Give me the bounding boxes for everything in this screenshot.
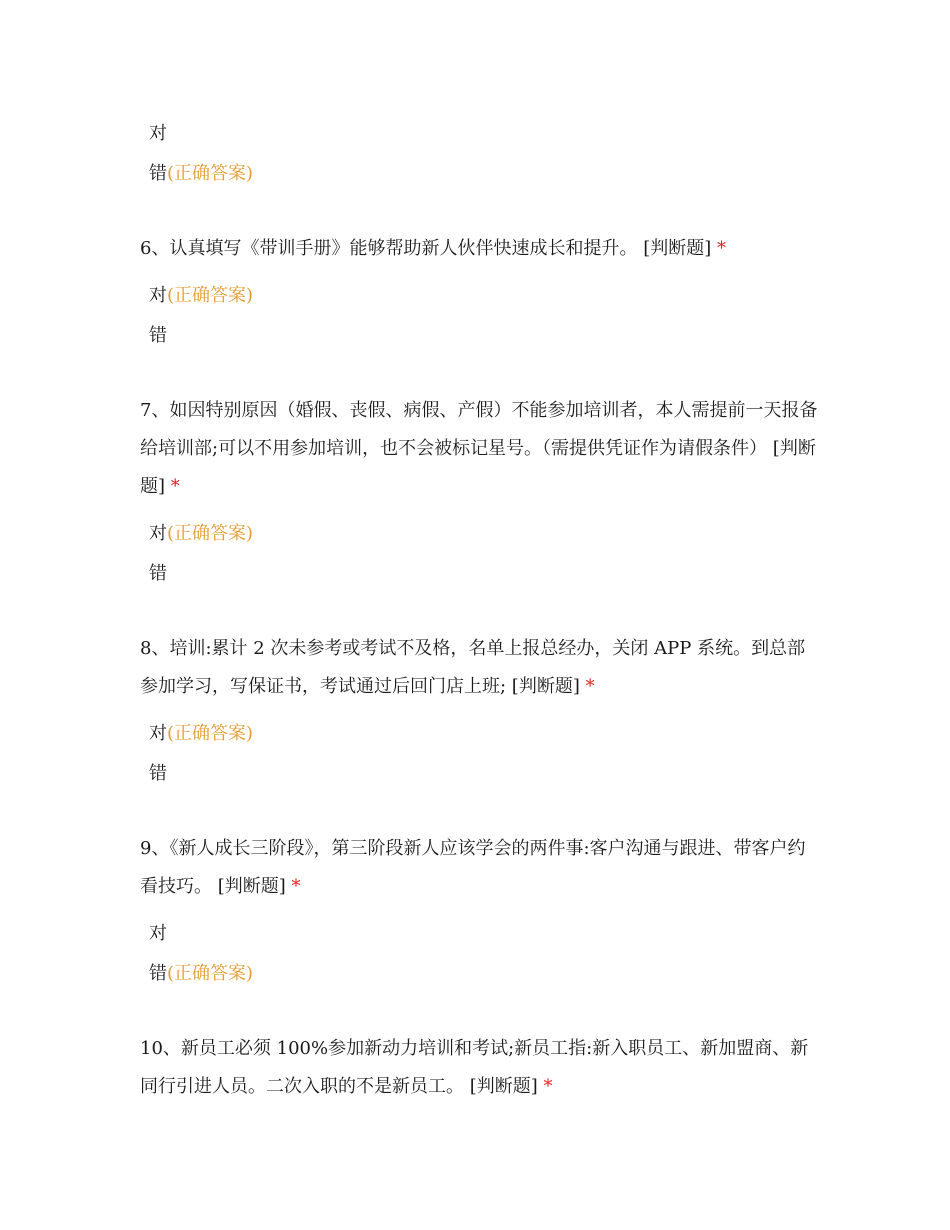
question-number: 7、 xyxy=(140,400,170,421)
option-label: 对 xyxy=(149,723,167,744)
question-8 xyxy=(140,630,820,706)
q9-option-false[interactable] xyxy=(149,961,253,987)
question-number: 6、 xyxy=(140,238,170,259)
required-mark: * xyxy=(543,1076,553,1097)
question-text: 培训:累计 2 次未参考或考试不及格，名单上报总经办，关闭 APP 系统。到总部参加学习，写保证书，考试通过后回门店上班; xyxy=(140,638,806,697)
required-mark: * xyxy=(585,676,595,697)
question-type: [判断题] xyxy=(511,676,580,697)
q7-option-true[interactable] xyxy=(149,521,253,547)
option-label: 错 xyxy=(149,325,167,346)
correct-answer-tag: (正确答案) xyxy=(167,963,254,984)
option-label: 对 xyxy=(149,523,167,544)
correct-answer-tag: (正确答案) xyxy=(167,285,254,306)
q5-option-true[interactable] xyxy=(149,121,167,147)
question-7 xyxy=(140,392,820,506)
q9-option-true[interactable] xyxy=(149,921,167,947)
question-text: 如因特别原因（婚假、丧假、病假、产假）不能参加培训者，本人需提前一天报备给培训部;可以不用参加培训，也不会被标记星号。（需提供凭证作为请假条件） xyxy=(140,400,818,459)
q8-option-true[interactable] xyxy=(149,721,253,747)
question-type: [判断题] xyxy=(217,876,286,897)
option-label: 对 xyxy=(149,123,167,144)
q7-option-false[interactable] xyxy=(149,561,167,587)
question-text: 新员工必须 100%参加新动力培训和考试;新员工指:新入职员工、新加盟商、新同行引进人员。二次入职的不是新员工。 xyxy=(140,1038,809,1097)
option-label: 对 xyxy=(149,923,167,944)
question-6 xyxy=(140,230,820,268)
q6-option-true[interactable] xyxy=(149,283,253,309)
correct-answer-tag: (正确答案) xyxy=(167,723,254,744)
option-label: 错 xyxy=(149,763,167,784)
required-mark: * xyxy=(291,876,301,897)
q6-option-false[interactable] xyxy=(149,323,167,349)
option-label: 错 xyxy=(149,163,167,184)
option-label: 错 xyxy=(149,963,167,984)
question-10 xyxy=(140,1030,820,1106)
question-number: 9、 xyxy=(140,838,170,859)
question-type: [判断题] xyxy=(643,238,712,259)
question-9 xyxy=(140,830,820,906)
correct-answer-tag: (正确答案) xyxy=(167,163,254,184)
correct-answer-tag: (正确答案) xyxy=(167,523,254,544)
question-number: 8、 xyxy=(140,638,170,659)
question-number: 10、 xyxy=(140,1038,181,1059)
question-type: [判断题] xyxy=(469,1076,538,1097)
question-text: 《新人成长三阶段》，第三阶段新人应该学会的两件事:客户沟通与跟进、带客户约看技巧。 xyxy=(140,838,806,897)
q8-option-false[interactable] xyxy=(149,761,167,787)
required-mark: * xyxy=(170,476,180,497)
question-type: [判断题] xyxy=(140,438,816,497)
question-text: 认真填写《带训手册》能够帮助新人伙伴快速成长和提升。 xyxy=(169,238,638,259)
option-label: 错 xyxy=(149,563,167,584)
q5-option-false[interactable] xyxy=(149,161,253,187)
required-mark: * xyxy=(716,238,726,259)
option-label: 对 xyxy=(149,285,167,306)
